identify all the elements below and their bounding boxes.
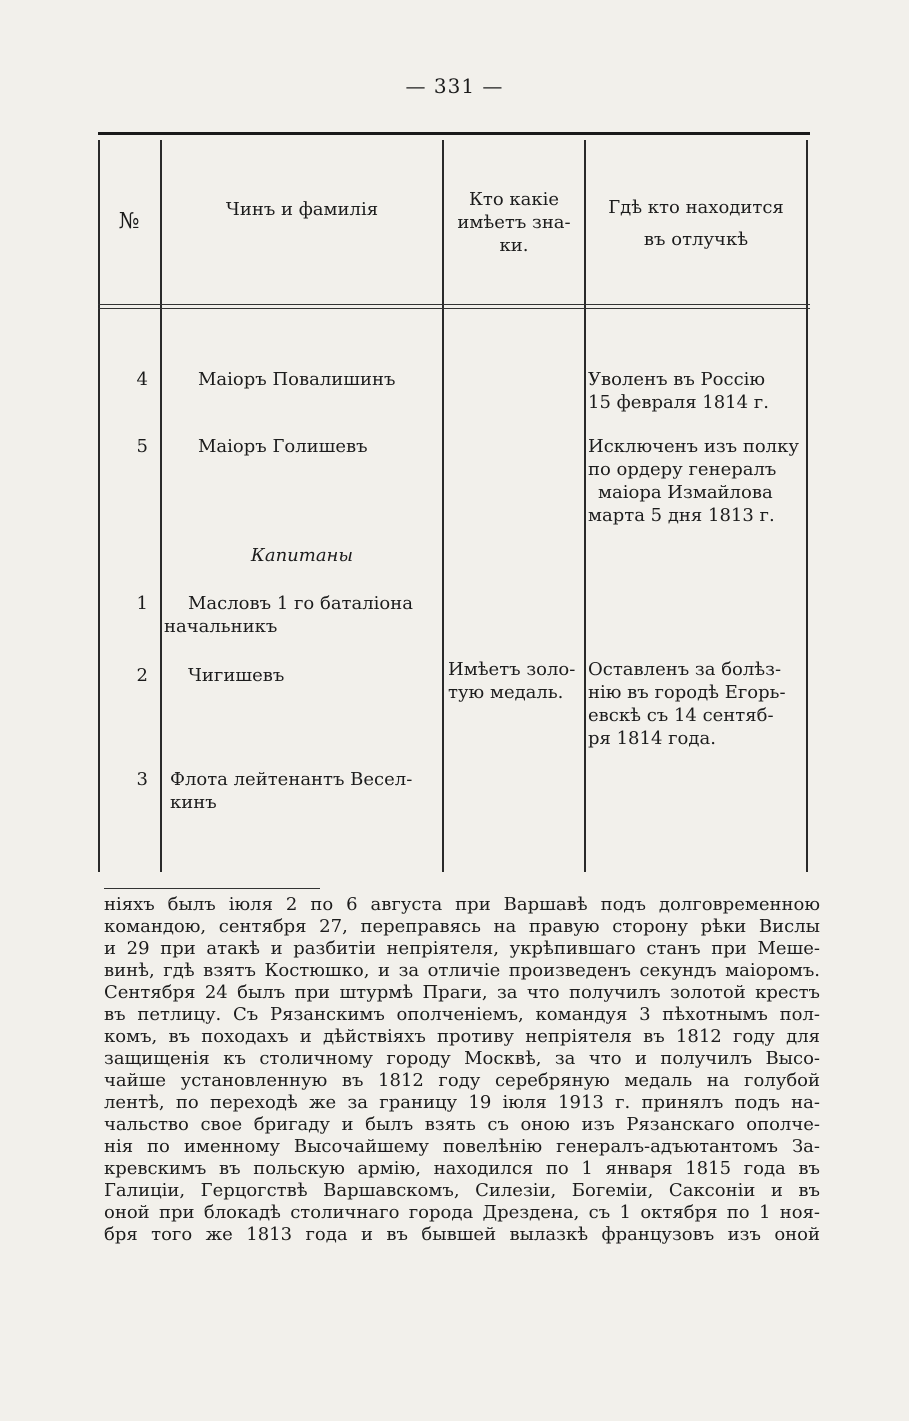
header-rule — [98, 308, 810, 309]
officer-name: Масловъ 1 го баталіона начальникъ — [164, 593, 413, 637]
row-number: 4 — [136, 369, 148, 390]
table-top-rule — [98, 132, 810, 135]
row-number: 5 — [136, 436, 148, 457]
officer-location: Уволенъ въ Россію 15 февраля 1814 г. — [588, 369, 769, 413]
officer-location: Исключенъ изъ полку по ордеру генералъ маіора Измайлова марта 5 дня 1813 г. — [588, 436, 799, 526]
row-number: 2 — [136, 665, 148, 686]
page-number: — 331 — — [405, 74, 504, 98]
officer-name: Маіоръ Голишевъ — [198, 436, 368, 457]
footnote-text: ніяхъ былъ іюля 2 по 6 августа при Варшавѣ подъ долговременною командою, сентября 27, переправясь на правую сторону рѣки Вислы и 29 при атакѣ и разбитіи непріятеля, укрѣпившаго станъ при Меше- винѣ, гдѣ взятъ Костюшко, и за отличіе произведенъ секундъ маіоромъ. Сентября 24 былъ при штурмѣ Праги, за что получилъ золотой крестъ въ петлицу. Съ Рязанскимъ ополченіемъ, командуя 3 пѣхотнымъ пол- комъ, въ походахъ и дѣйствіяхъ противу непріятеля въ 1812 году для защищенія къ столичному городу Москвѣ, за что и получилъ Высо- чайше установленную въ 1812 году серебряную медаль на голубой лентѣ, по переходѣ же за границу 19 іюля 1913 г. принялъ подъ на- чальство свое бригаду и былъ взять съ оною изъ Рязанскаго ополче- нія по именному Высочайшему повелѣнію генералъ-адъютантомъ За- кревскимъ въ польскую армію, находился по 1 января 1815 года въ Галиціи, Герцогствѣ Варшавскомъ, Силезіи, Богеміи, Саксоніи и въ оной при блокадѣ столичнаго города Дрездена, съ 1 октября по 1 ноя- бря того же 1813 года и въ бывшей вылазкѣ французовъ изъ оной — [104, 894, 820, 1245]
officer-location: Оставленъ за болѣз- нію въ городѣ Егорь- евскѣ съ 14 сентяб- ря 1814 года. — [588, 659, 786, 749]
header-rule — [98, 304, 810, 305]
column-divider — [160, 140, 162, 872]
header-location: Гдѣ кто находится въ отлучкѣ — [608, 197, 784, 250]
header-insignia: Кто какіе имѣетъ зна- ки. — [457, 189, 571, 256]
officers-table — [98, 132, 810, 872]
header-num: № — [118, 209, 140, 234]
header-rank-name: Чинъ и фамилія — [225, 199, 379, 220]
officer-insignia: Имѣетъ золо- тую медаль. — [448, 659, 576, 703]
table-border-right — [806, 140, 808, 872]
table-border-left — [98, 140, 100, 872]
row-number: 3 — [136, 769, 148, 790]
footnote-rule — [104, 888, 320, 889]
officer-name: Чигишевъ — [188, 665, 285, 686]
section-heading: Капитаны — [250, 545, 354, 566]
officer-name: Маіоръ Повалишинъ — [198, 369, 396, 390]
row-number: 1 — [136, 593, 148, 614]
officer-name: Флота лейтенантъ Весел- кинъ — [170, 769, 413, 813]
